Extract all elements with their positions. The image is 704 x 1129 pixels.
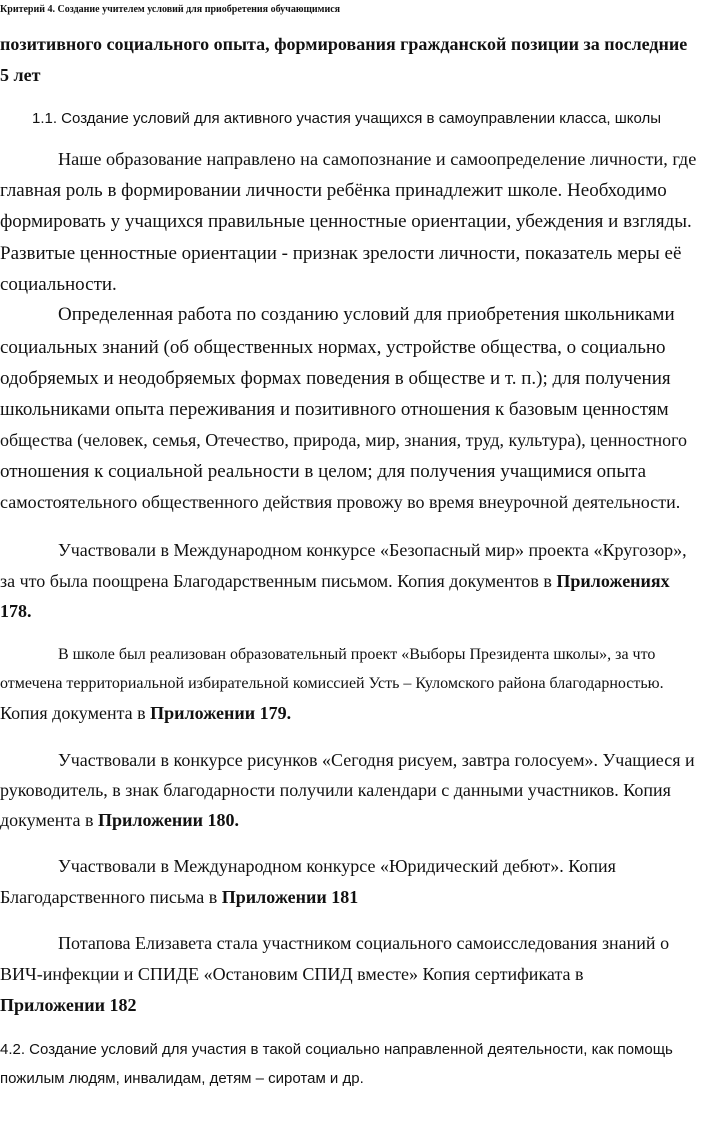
p1-line-2	[0, 180, 667, 202]
p7-appendix-ref: Приложении 182	[0, 995, 137, 1015]
p5-line-3	[0, 810, 239, 831]
p7-line-2	[0, 964, 584, 985]
subsection-4-2-text-1: 4.2. Создание условий для участия в такой социально направленной деятельности, как помощь	[0, 1041, 673, 1058]
p4-text-1: В школе был реализован образовательный проект «Выборы Президента школы», за что	[58, 646, 656, 663]
p3-line-3	[0, 601, 32, 622]
p7-text-1: Потапова Елизавета стала участником социального самоисследования знаний о	[58, 933, 670, 953]
p3-line-2	[0, 571, 670, 592]
p6-line-2	[0, 887, 358, 908]
subsection-4-2-line-2	[0, 1070, 364, 1087]
p2-text-2: социальных знаний (об общественных нормах, устройстве общества, о социально	[0, 337, 666, 358]
heading-line-2	[0, 34, 687, 55]
heading-text-1: Критерий 4. Создание учителем условий для приобретения обучающимися	[0, 4, 341, 15]
p2-line-4	[0, 399, 669, 421]
heading-text-3: 5 лет	[0, 65, 41, 85]
p2-text-3: одобряемых и неодобряемых формах поведения в обществе и т. п.); для получения	[0, 368, 671, 389]
p3-text-2: за что была поощрена Благодарственным письмом. Копия документов в	[0, 571, 552, 591]
p2-text-7: самостоятельного общественного действия провожу во время внеурочной деятельности.	[0, 492, 681, 512]
p2-text-6: отношения к социальной реальности в целом; для получения учащимися опыта	[0, 461, 647, 482]
p4-line-1	[58, 646, 655, 664]
p7-text-2: ВИЧ-инфекции и СПИДЕ «Остановим СПИД вместе» Копия сертификата в	[0, 964, 584, 984]
p1-line-1	[58, 149, 696, 170]
p5-text-3: документа в	[0, 810, 94, 830]
p4-text-3: Копия документа в	[0, 703, 146, 723]
subsection-4-2-line-1	[0, 1041, 673, 1058]
p6-appendix-ref: Приложении 181	[221, 887, 359, 907]
p1-line-5	[0, 274, 117, 296]
p5-line-2	[0, 780, 671, 801]
heading-line-1	[0, 4, 704, 15]
p3-appendix-number: 178.	[0, 601, 32, 621]
p2-line-3	[0, 368, 671, 390]
subsection-4-2-text-2: пожилым людям, инвалидам, детям – сиротам и др.	[0, 1070, 364, 1087]
p3-line-1	[58, 540, 687, 561]
p2-text-4: школьниками опыта переживания и позитивного отношения к базовым ценностям	[0, 399, 669, 420]
heading-text-2: позитивного социального опыта, формирования гражданской позиции за последние	[0, 34, 688, 54]
p2-text-5: общества (человек, семья, Отечество, природа, мир, знания, труд, культура), ценностного	[0, 430, 688, 450]
p1-text-5: социальности.	[0, 274, 117, 295]
p4-text-2: отмечена территориальной избирательной комиссией Усть – Куломского района благодарностью.	[0, 675, 664, 692]
p5-text-2: руководитель, в знак благодарности получили календари с данными участников. Копия	[0, 780, 671, 800]
p2-line-1	[58, 304, 675, 326]
p6-text-2: Благодарственного письма в	[0, 887, 218, 907]
p5-line-1	[58, 750, 695, 771]
p1-text-1: Наше образование направлено на самопознание и самоопределение личности, где	[58, 149, 697, 169]
subsection-1-1-text: 1.1. Создание условий для активного участия учащихся в самоуправлении класса, школы	[32, 110, 662, 127]
p2-line-2	[0, 337, 666, 359]
p1-line-4	[0, 243, 681, 265]
p2-line-5	[0, 430, 687, 451]
p4-appendix-ref: Приложении 179.	[150, 703, 292, 723]
subsection-1-1	[32, 110, 661, 127]
p4-line-2	[0, 675, 664, 693]
p5-appendix-ref: Приложении 180.	[98, 810, 239, 830]
p2-line-7	[0, 492, 680, 513]
p1-text-4: Развитые ценностные ориентации - признак зрелости личности, показатель меры её	[0, 243, 682, 264]
p6-text-1: Участвовали в Международном конкурсе «Юридический дебют». Копия	[58, 856, 616, 876]
p1-text-3: формировать у учащихся правильные ценностные ориентации, убеждения и взгляды.	[0, 211, 692, 232]
p1-text-2: главная роль в формировании личности ребёнка принадлежит школе. Необходимо	[0, 180, 667, 201]
p5-text-1: Участвовали в конкурсе рисунков «Сегодня рисуем, завтра голосуем». Учащиеся и	[58, 750, 695, 770]
p7-line-3	[0, 995, 136, 1016]
p4-line-3	[0, 703, 291, 724]
p7-line-1	[58, 933, 669, 954]
p3-text-1: Участвовали в Международном конкурсе «Безопасный мир» проекта «Кругозор»,	[58, 540, 687, 560]
heading-line-3	[0, 65, 40, 86]
p6-line-1	[58, 856, 616, 877]
p3-appendix-ref: Приложениях	[556, 571, 670, 591]
p2-line-6	[0, 461, 646, 483]
p2-text-1: Определенная работа по созданию условий для приобретения школьниками	[58, 304, 675, 325]
p1-line-3	[0, 211, 692, 233]
